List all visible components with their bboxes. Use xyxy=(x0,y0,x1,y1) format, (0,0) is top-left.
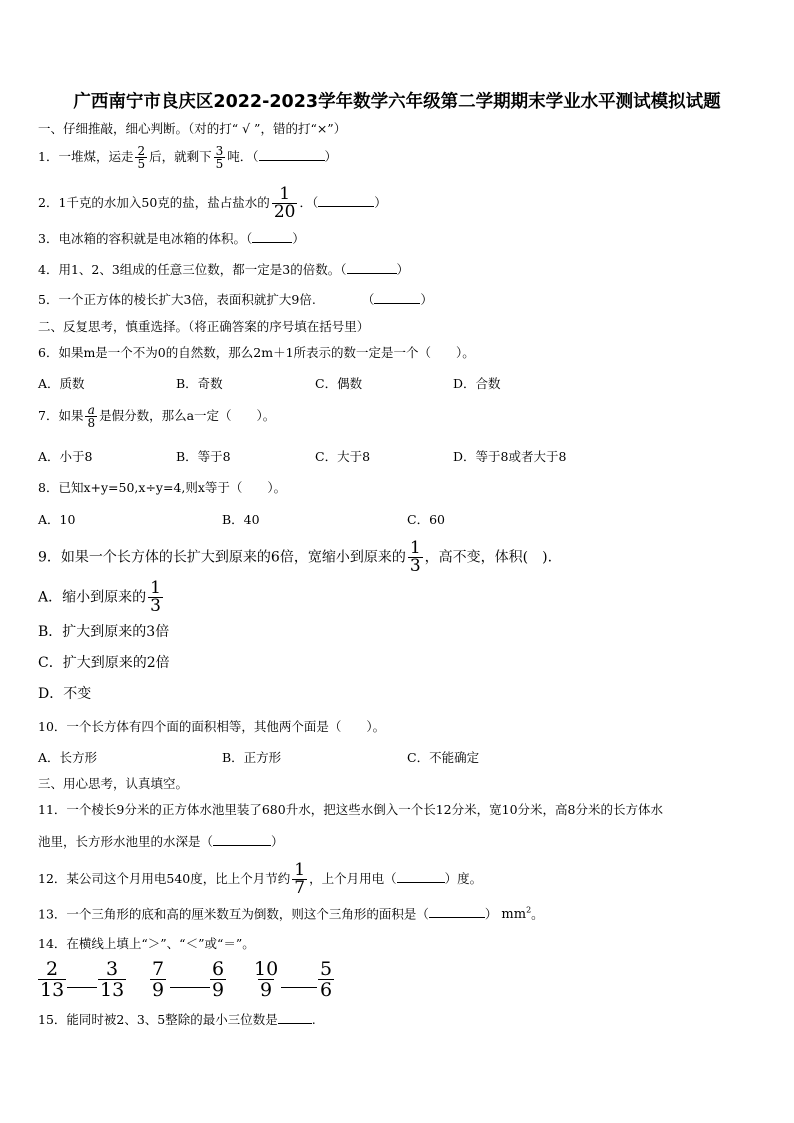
question-11-line-2: 池里，长方形水池里的水深是（ ） xyxy=(38,834,284,849)
question-9: 9．如果一个长方体的长扩大到原来的6倍，宽缩小到原来的 $\frac{1}{3}$ ，高不变，体积( ). xyxy=(38,538,553,576)
page-title: 广西南宁市良庆区2022-2023学年数学六年级第二学期期末学业水平测试模拟试题 xyxy=(73,92,721,112)
question-1: 1．一堆煤，运走 $\frac{2}{5}$ 后，就剩下 $\frac{3}{5}$ 吨．（ ） xyxy=(38,144,338,171)
fraction-left-3: 10 9 xyxy=(254,958,279,1001)
answer-blank[interactable] xyxy=(318,206,374,207)
question-7: 7．如果 $\frac{a}{8}$ 是假分数，那么a一定（ ）。 xyxy=(38,403,276,430)
question-14: 14．在横线上填上“＞”、“＜”或“＝”。 xyxy=(38,936,255,951)
fraction: $\frac{1}{7}$ xyxy=(294,860,306,898)
question-2: 2．1千克的水加入50克的盐，盐占盐水的 $\frac{1}{20}$ ．（ ） xyxy=(38,184,387,222)
option-b[interactable]: B．等于8 xyxy=(176,449,231,464)
compare-blank-3[interactable] xyxy=(281,987,317,988)
answer-blank[interactable] xyxy=(252,242,292,243)
option-b[interactable]: B．正方形 xyxy=(222,750,282,765)
option-a[interactable]: A．10 xyxy=(38,512,76,527)
question-12: 12．某公司这个月用电540度，比上个月节约 $\frac{1}{7}$ ，上个月用电（ ）度。 xyxy=(38,860,483,898)
question-7-options xyxy=(0,449,794,467)
fraction-right-2: 6 9 xyxy=(212,958,225,1001)
section-3-heading: 三、用心思考，认真填空。 xyxy=(38,776,189,791)
question-10: 10．一个长方体有四个面的面积相等，其他两个面是（ ）。 xyxy=(38,719,386,734)
question-10-options xyxy=(0,750,794,768)
question-9-option-a[interactable]: A．缩小到原来的 $\frac{1}{3}$ xyxy=(38,578,161,616)
fraction: $\frac{1}{3}$ xyxy=(409,538,421,576)
question-13: 13．一个三角形的底和高的厘米数互为倒数，则这个三角形的面积是（ ） $mm^2$。 xyxy=(38,906,544,923)
fraction: $\frac{3}{5}$ xyxy=(215,144,224,171)
question-8: 8．已知x+y=50,x÷y=4,则x等于（ ）。 xyxy=(38,480,287,495)
option-b[interactable]: B．奇数 xyxy=(176,376,223,391)
question-8-options xyxy=(0,512,794,530)
answer-blank[interactable] xyxy=(278,1023,312,1024)
option-c[interactable]: C．大于8 xyxy=(315,449,371,464)
option-a[interactable]: A．质数 xyxy=(38,376,85,391)
option-d[interactable]: D．合数 xyxy=(453,376,501,391)
question-6: 6．如果m是一个不为0的自然数，那么2m＋1所表示的数一定是一个（ ）。 xyxy=(38,345,475,360)
question-4: 4．用1、2、3组成的任意三位数，都一定是3的倍数。（ ） xyxy=(38,262,410,277)
compare-blank-1[interactable] xyxy=(67,987,97,988)
question-11-line-1: 11．一个棱长9分米的正方体水池里装了680升水，把这些水倒入一个长12分米，宽10分米，高8分米的长方体水 xyxy=(38,802,663,817)
question-15: 15．能同时被2、3、5整除的最小三位数是 . xyxy=(38,1012,316,1027)
option-a[interactable]: A．长方形 xyxy=(38,750,98,765)
fraction: $\frac{2}{5}$ xyxy=(137,144,146,171)
section-2-heading: 二、反复思考，慎重选择。（将正确答案的序号填在括号里） xyxy=(38,319,370,334)
option-c[interactable]: C．60 xyxy=(407,512,445,527)
fraction-left-1: 2 13 xyxy=(40,958,65,1001)
answer-blank[interactable] xyxy=(347,273,397,274)
question-9-option-c[interactable]: C．扩大到原来的2倍 xyxy=(38,655,170,671)
question-9-option-b[interactable]: B．扩大到原来的3倍 xyxy=(38,624,170,640)
answer-blank[interactable] xyxy=(374,303,420,304)
answer-blank[interactable] xyxy=(213,845,271,846)
question-6-options xyxy=(0,376,794,394)
fraction-right-3: 5 6 xyxy=(320,958,333,1001)
option-b[interactable]: B．40 xyxy=(222,512,260,527)
option-c[interactable]: C．偶数 xyxy=(315,376,363,391)
option-a[interactable]: A．小于8 xyxy=(38,449,93,464)
fraction: $\frac{1}{3}$ xyxy=(150,578,161,616)
compare-blank-2[interactable] xyxy=(170,987,210,988)
option-c[interactable]: C．不能确定 xyxy=(407,750,480,765)
fraction: $\frac{1}{20}$ xyxy=(273,184,296,222)
fraction-left-2: 7 9 xyxy=(152,958,165,1001)
question-5: 5．一个正方体的棱长扩大3倍，表面积就扩大9倍. （ ） xyxy=(38,292,433,307)
answer-blank[interactable] xyxy=(397,882,445,883)
question-3: 3．电冰箱的容积就是电冰箱的体积。（ ） xyxy=(38,231,305,246)
unit-label: $mm^2$ xyxy=(501,906,532,923)
fraction-right-1: 3 13 xyxy=(100,958,125,1001)
section-1-heading: 一、仔细推敲，细心判断。（对的打“ √ ”，错的打“×”） xyxy=(38,121,347,136)
option-d[interactable]: D．等于8或者大于8 xyxy=(453,449,567,464)
answer-blank[interactable] xyxy=(259,160,325,161)
fraction: $\frac{a}{8}$ xyxy=(87,403,96,430)
answer-blank[interactable] xyxy=(429,917,485,918)
question-9-option-d[interactable]: D．不变 xyxy=(38,686,92,702)
